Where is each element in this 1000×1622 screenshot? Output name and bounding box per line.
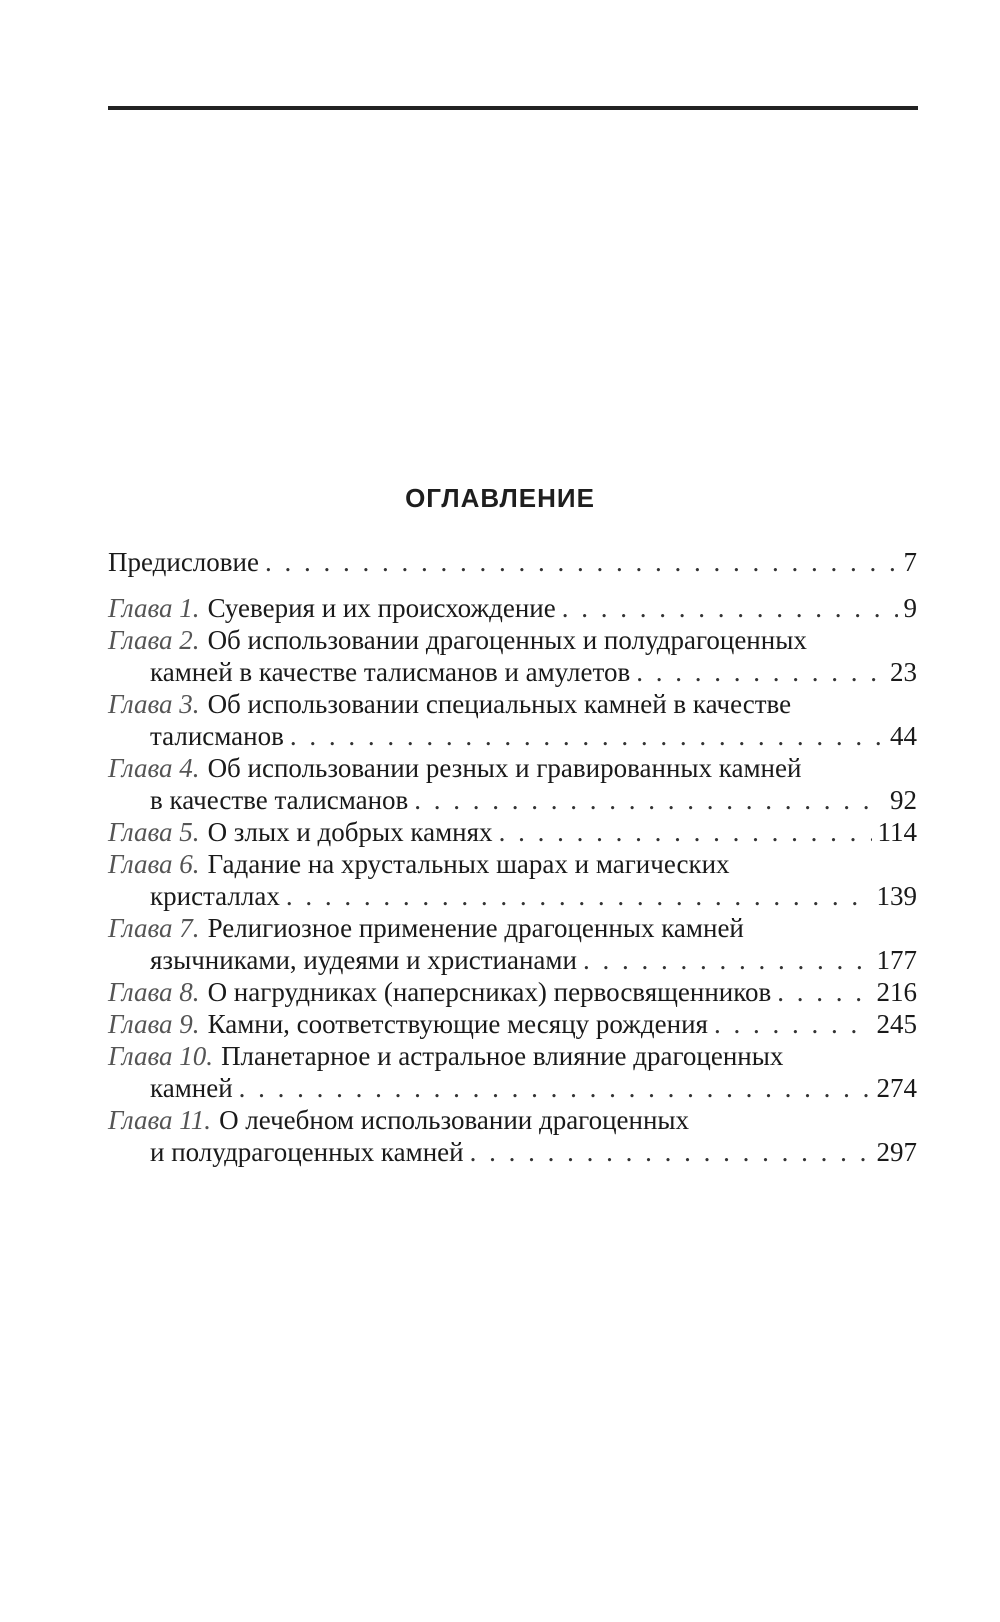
toc-entry-chapter-1[interactable]: [108, 592, 917, 624]
toc-entry-chapter-9[interactable]: [108, 1008, 917, 1040]
toc-entry-title: Суеверия и их происхождение: [207, 593, 556, 623]
leader-dots: [777, 976, 870, 1008]
toc-entry-title: О злых и добрых камнях: [207, 817, 493, 847]
page-title: ОГЛАВЛЕНИЕ: [405, 483, 595, 513]
chapter-label: Глава 7.: [108, 913, 200, 943]
toc-entry-title-continued: и полудрагоценных камней: [150, 1137, 464, 1167]
table-of-contents: [108, 546, 917, 1168]
toc-entry-chapter-11-continued[interactable]: [108, 1136, 917, 1168]
toc-entry-title: Камни, соответствующие месяцу рождения: [207, 1009, 708, 1039]
toc-page-number: 7: [903, 547, 917, 577]
toc-entry-title-continued: камней в качестве талисманов и амулетов: [150, 657, 631, 687]
toc-entry-title: Об использовании специальных камней в качестве: [207, 689, 792, 719]
toc-entry-chapter-11[interactable]: [108, 1104, 917, 1136]
toc-entry-title: Религиозное применение драгоценных камней: [207, 913, 744, 943]
chapter-label: Глава 3.: [108, 689, 200, 719]
leader-dots: [636, 656, 884, 688]
chapter-label: Глава 6.: [108, 849, 200, 879]
toc-entry-chapter-2-continued[interactable]: [108, 656, 917, 688]
leader-dots: [470, 1136, 871, 1168]
toc-entry-chapter-3-continued[interactable]: [108, 720, 917, 752]
toc-entry-preface[interactable]: [108, 546, 917, 578]
leader-dots: [286, 880, 871, 912]
toc-entry-title: Об использовании драгоценных и полудрагоценных: [207, 625, 807, 655]
toc-entry-chapter-8[interactable]: [108, 976, 917, 1008]
toc-entry-chapter-6[interactable]: [108, 848, 917, 880]
toc-entry-chapter-7-continued[interactable]: [108, 944, 917, 976]
leader-dots: [265, 546, 898, 578]
toc-entry-chapter-10-continued[interactable]: [108, 1072, 917, 1104]
toc-entry-chapter-6-continued[interactable]: [108, 880, 917, 912]
toc-page-number: 44: [890, 721, 917, 751]
leader-dots: [583, 944, 871, 976]
chapter-label: Глава 5.: [108, 817, 200, 847]
toc-page-number: 92: [890, 785, 917, 815]
toc-entry-title: Предисловие: [108, 547, 259, 577]
toc-page-number: 139: [876, 881, 917, 911]
leader-dots: [562, 592, 898, 624]
leader-dots: [714, 1008, 871, 1040]
toc-entry-chapter-10[interactable]: [108, 1040, 917, 1072]
toc-entry-title: О лечебном использовании драгоценных: [219, 1105, 690, 1135]
toc-entry-chapter-3[interactable]: [108, 688, 917, 720]
toc-page-number: 177: [876, 945, 917, 975]
chapter-label: Глава 9.: [108, 1009, 200, 1039]
toc-entry-title-continued: талисманов: [150, 721, 284, 751]
chapter-label: Глава 11.: [108, 1105, 212, 1135]
toc-page-number: 216: [876, 977, 917, 1007]
leader-dots: [499, 816, 872, 848]
toc-entry-chapter-2[interactable]: [108, 624, 917, 656]
toc-entry-chapter-4[interactable]: [108, 752, 917, 784]
chapter-label: Глава 8.: [108, 977, 200, 1007]
chapter-label: Глава 4.: [108, 753, 200, 783]
toc-entry-title: Гадание на хрустальных шарах и магических: [207, 849, 730, 879]
toc-page-number: 274: [876, 1073, 917, 1103]
toc-page-number: 245: [876, 1009, 917, 1039]
toc-entry-chapter-7[interactable]: [108, 912, 917, 944]
toc-page-number: 9: [903, 593, 917, 623]
toc-entry-chapter-5[interactable]: [108, 816, 917, 848]
toc-entry-title-continued: камней: [150, 1073, 233, 1103]
toc-page-number: 114: [877, 817, 917, 847]
toc-page-number: 23: [890, 657, 917, 687]
leader-dots: [414, 784, 884, 816]
leader-dots: [290, 720, 884, 752]
leader-dots: [239, 1072, 871, 1104]
toc-entry-chapter-4-continued[interactable]: [108, 784, 917, 816]
toc-entry-title-continued: язычниками, иудеями и христианами: [150, 945, 577, 975]
top-rule: [108, 106, 918, 110]
toc-entry-title-continued: в качестве талисманов: [150, 785, 409, 815]
chapter-label: Глава 2.: [108, 625, 200, 655]
toc-entry-title: О нагрудниках (наперсниках) первосвященников: [207, 977, 772, 1007]
toc-page-number: 297: [876, 1137, 917, 1167]
toc-entry-title: Об использовании резных и гравированных камней: [207, 753, 802, 783]
chapter-label: Глава 10.: [108, 1041, 214, 1071]
toc-entry-title: Планетарное и астральное влияние драгоценных: [221, 1041, 784, 1071]
toc-entry-title-continued: кристаллах: [150, 881, 280, 911]
chapter-label: Глава 1.: [108, 593, 200, 623]
